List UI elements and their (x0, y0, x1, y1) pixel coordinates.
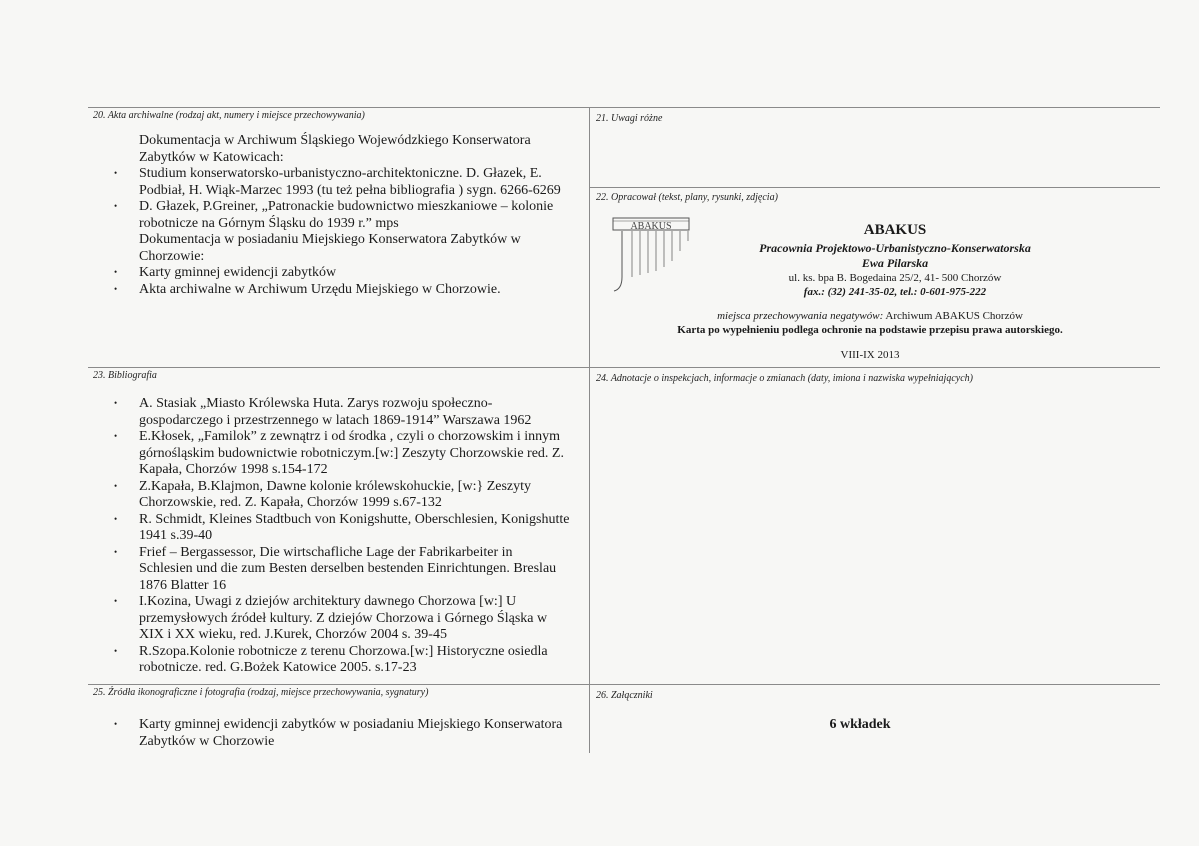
list-item-line: 1876 Blatter 16 (139, 577, 227, 593)
list-item-line: Akta archiwalne w Archiwum Urzędu Miejskiego w Chorzowie. (139, 281, 501, 297)
list-item-line: górnośląskim budownictwie robotniczym.[w:] Zeszyty Chorzowskie red. Z. (139, 445, 564, 461)
section-23-content (114, 396, 584, 677)
section-25-content (114, 717, 589, 750)
section-26-caption: 26. Załączniki (596, 690, 653, 701)
section-20-content (114, 133, 584, 298)
list-item-line: Schlesien und die zum Besten derselben bestenden Einrichtungen. Breslau (139, 561, 557, 576)
logo-text: ABAKUS (630, 221, 672, 232)
list-item-line: Dokumentacja w Archiwum Śląskiego Wojewódzkiego Konserwatora (139, 133, 531, 148)
list-item-line: robotnicze na Górnym Śląsku do 1939 r.” mps (139, 215, 399, 231)
list-item (114, 644, 584, 677)
section-25-caption: 25. Źródła ikonograficzne i fotografia (rodzaj, miejsce przechowywania, sygnatury) (93, 687, 429, 698)
top-border (88, 107, 1160, 108)
list-item-line: Zabytków w Chorzowie (139, 733, 275, 749)
section-24-caption: 24. Adnotacje o inspekcjach, informacje o zmianach (daty, imiona i nazwiska wypełniających) (596, 373, 973, 384)
list-item-line: przemysłowych źródeł kultury. Z dziejów Chorzowa i Górnego Śląska w (139, 610, 548, 626)
divider-21-22 (590, 187, 1160, 188)
bullet-icon (114, 429, 139, 446)
list-item (114, 717, 589, 750)
list-item-line: 1941 s.39-40 (139, 528, 213, 543)
abakus-logo (612, 217, 692, 293)
company-subtitle: Pracownia Projektowo-Urbanistyczno-Konserwatorska (759, 241, 1031, 255)
list-item-line: Podbiał, H. Wiąk-Marzec 1993 (tu też pełna bibliografia ) sygn. 6266-6269 (139, 182, 561, 198)
list-item-line: gospodarczego i przestrzennego w latach 1869-1914” Warszawa 1962 (139, 412, 532, 428)
list-item (114, 265, 584, 282)
list-item (114, 232, 584, 265)
bullet-icon (114, 644, 139, 661)
bullet-icon (114, 545, 139, 562)
list-item (114, 133, 584, 166)
list-item-line: R.Szopa.Kolonie robotnicze z terenu Chorzowa.[w:] Historyczne osiedla (139, 643, 548, 659)
company-contact: fax.: (32) 241-35-02, tel.: 0-601-975-222 (803, 286, 987, 298)
copyright-note: Karta po wypełnieniu podlega ochronie na podstawie przepisu prawa autorskiego. (677, 324, 1063, 336)
section-23-caption: 23. Bibliografia (93, 370, 157, 381)
negatives-label: miejsca przechowywania negatywów: (717, 310, 884, 322)
list-item-line: Dokumentacja w posiadaniu Miejskiego Konserwatora Zabytków w (139, 232, 521, 247)
list-item-line: D. Głazek, P.Greiner, „Patronackie budownictwo mieszkaniowe – kolonie (139, 199, 554, 214)
list-item (114, 479, 584, 512)
section-21-caption: 21. Uwagi różne (596, 113, 663, 124)
list-item-line: I.Kozina, Uwagi z dziejów architektury dawnego Chorzowa [w:] U (139, 594, 517, 609)
negatives-value: Archiwum ABAKUS Chorzów (885, 310, 1023, 322)
list-item-line: R. Schmidt, Kleines Stadtbuch von Konigshutte, Oberschlesien, Konigshutte (139, 511, 570, 527)
bullet-icon (114, 166, 139, 183)
list-item-line: Kapała, Chorzów 1998 s.154-172 (139, 462, 328, 477)
list-item-line: robotnicze. red. G.Bożek Katowice 2005. s.17-23 (139, 660, 417, 675)
list-item (114, 166, 584, 199)
attachments-value: 6 wkładek (829, 717, 891, 732)
company-name: ABAKUS (863, 222, 927, 238)
list-item-line: Z.Kapała, B.Klajmon, Dawne kolonie królewskohuckie, [w:} Zeszyty (139, 478, 532, 494)
date: VIII-IX 2013 (840, 349, 900, 361)
bullet-icon (114, 199, 139, 216)
list-item-line: Zabytków w Katowicach: (139, 149, 284, 165)
bullet-icon (114, 282, 139, 299)
list-item (114, 512, 584, 545)
list-item (114, 429, 584, 479)
bullet-icon (114, 512, 139, 529)
list-item-line: Chorzowskie, red. Z. Kapała, Chorzów 1999 s.67-132 (139, 495, 442, 510)
list-item (114, 545, 584, 595)
bullet-icon (114, 396, 139, 413)
list-item (114, 199, 584, 232)
list-item-line: XIX i XX wieku, red. J.Kurek, Chorzów 2004 s. 39-45 (139, 627, 447, 642)
list-item-line: Studium konserwatorsko-urbanistyczno-architektoniczne. D. Głazek, E. (139, 166, 542, 181)
column-divider (589, 107, 590, 753)
list-item (114, 594, 584, 644)
list-item (114, 396, 584, 429)
bullet-icon (114, 594, 139, 611)
list-item (114, 282, 584, 299)
company-owner: Ewa Pilarska (861, 256, 929, 270)
section-22-caption: 22. Opracował (tekst, plany, rysunki, zdjęcia) (596, 192, 778, 203)
company-address: ul. ks. bpa B. Bogedaina 25/2, 41- 500 Chorzów (788, 272, 1002, 284)
bullet-icon (114, 479, 139, 496)
bullet-icon (114, 717, 139, 734)
list-item-line: Frief – Bergassessor, Die wirtschafliche Lage der Fabrikarbeiter in (139, 544, 513, 560)
list-item-line: E.Kłosek, „Familok” z zewnątrz i od środka , czyli o chorzowskim i innym (139, 429, 561, 444)
list-item-line: A. Stasiak „Miasto Królewska Huta. Zarys rozwoju społeczno- (139, 396, 493, 411)
divider-23-25 (88, 684, 1160, 685)
divider-20-23 (88, 367, 1160, 368)
negatives-location (600, 310, 1140, 322)
list-item-line: Karty gminnej ewidencji zabytków w posiadaniu Miejskiego Konserwatora (139, 717, 563, 732)
section-20-caption: 20. Akta archiwalne (rodzaj akt, numery i miejsce przechowywania) (93, 110, 365, 121)
list-item-line: Karty gminnej ewidencji zabytków (139, 265, 337, 280)
list-item-line: Chorzowie: (139, 248, 205, 264)
bullet-icon (114, 265, 139, 282)
